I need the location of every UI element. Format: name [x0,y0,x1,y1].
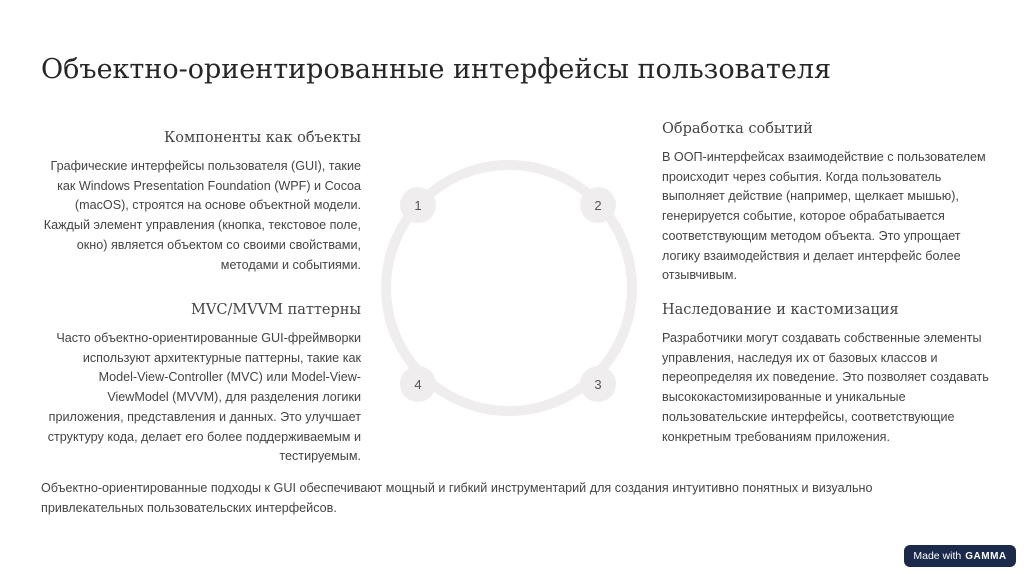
step-number-4: 4 [400,366,436,402]
section-heading-inheritance: Наследование и кастомизация [662,302,899,318]
page-title: Объектно-ориентированные интерфейсы пользователя [41,54,832,85]
section-text-events: В ООП-интерфейсах взаимодействие с пользователем происходит через события. Когда пользователь выполняет действие (например, щелкает мышью), генерируется событие, которое обрабатывается соответствующим методом объекта. Это упрощает логику взаимодействия и делает интерфейс более отзывчивым. [662,150,986,283]
step-number-3: 3 [580,366,616,402]
made-with-gamma-badge[interactable] [904,545,1016,567]
section-heading-mvc: MVC/MVVM паттерны [191,302,361,318]
summary-text: Объектно-ориентированные подходы к GUI обеспечивают мощный и гибкий инструментарий для создания интуитивно понятных и визуально привлекательных пользовательских интерфейсов. [41,481,873,515]
gamma-logo: GAMMA [965,550,1007,562]
section-heading-components: Компоненты как объекты [164,130,361,146]
badge-label: Made with [913,550,962,562]
section-text-mvc: Часто объектно-ориентированные GUI-фреймворки используют архитектурные паттерны, такие как Model-View-Controller (MVC) или Model-View-ViewModel (MVVM), для разделения логики приложения, представления и данных. Это улучшает структуру кода, делает его более поддерживаемым и тестируемым. [47,331,361,464]
section-heading-events: Обработка событий [662,121,813,137]
step-number-1: 1 [400,187,436,223]
section-text-inheritance: Разработчики могут создавать собственные элементы управления, наследуя их от базовых классов и переопределяя их поведение. Это позволяет создавать высококастомизированные и уникальные пользовательские интерфейсы, соответствующие конкретным требованиям приложения. [662,331,989,444]
step-number-2: 2 [580,187,616,223]
section-text-components: Графические интерфейсы пользователя (GUI), такие как Windows Presentation Foundation (WPF) и Cocoa (macOS), строятся на основе объектной модели. Каждый элемент управления (кнопка, текстовое поле, окно) является объектом со своими свойствами, методами и событиями. [43,159,361,272]
